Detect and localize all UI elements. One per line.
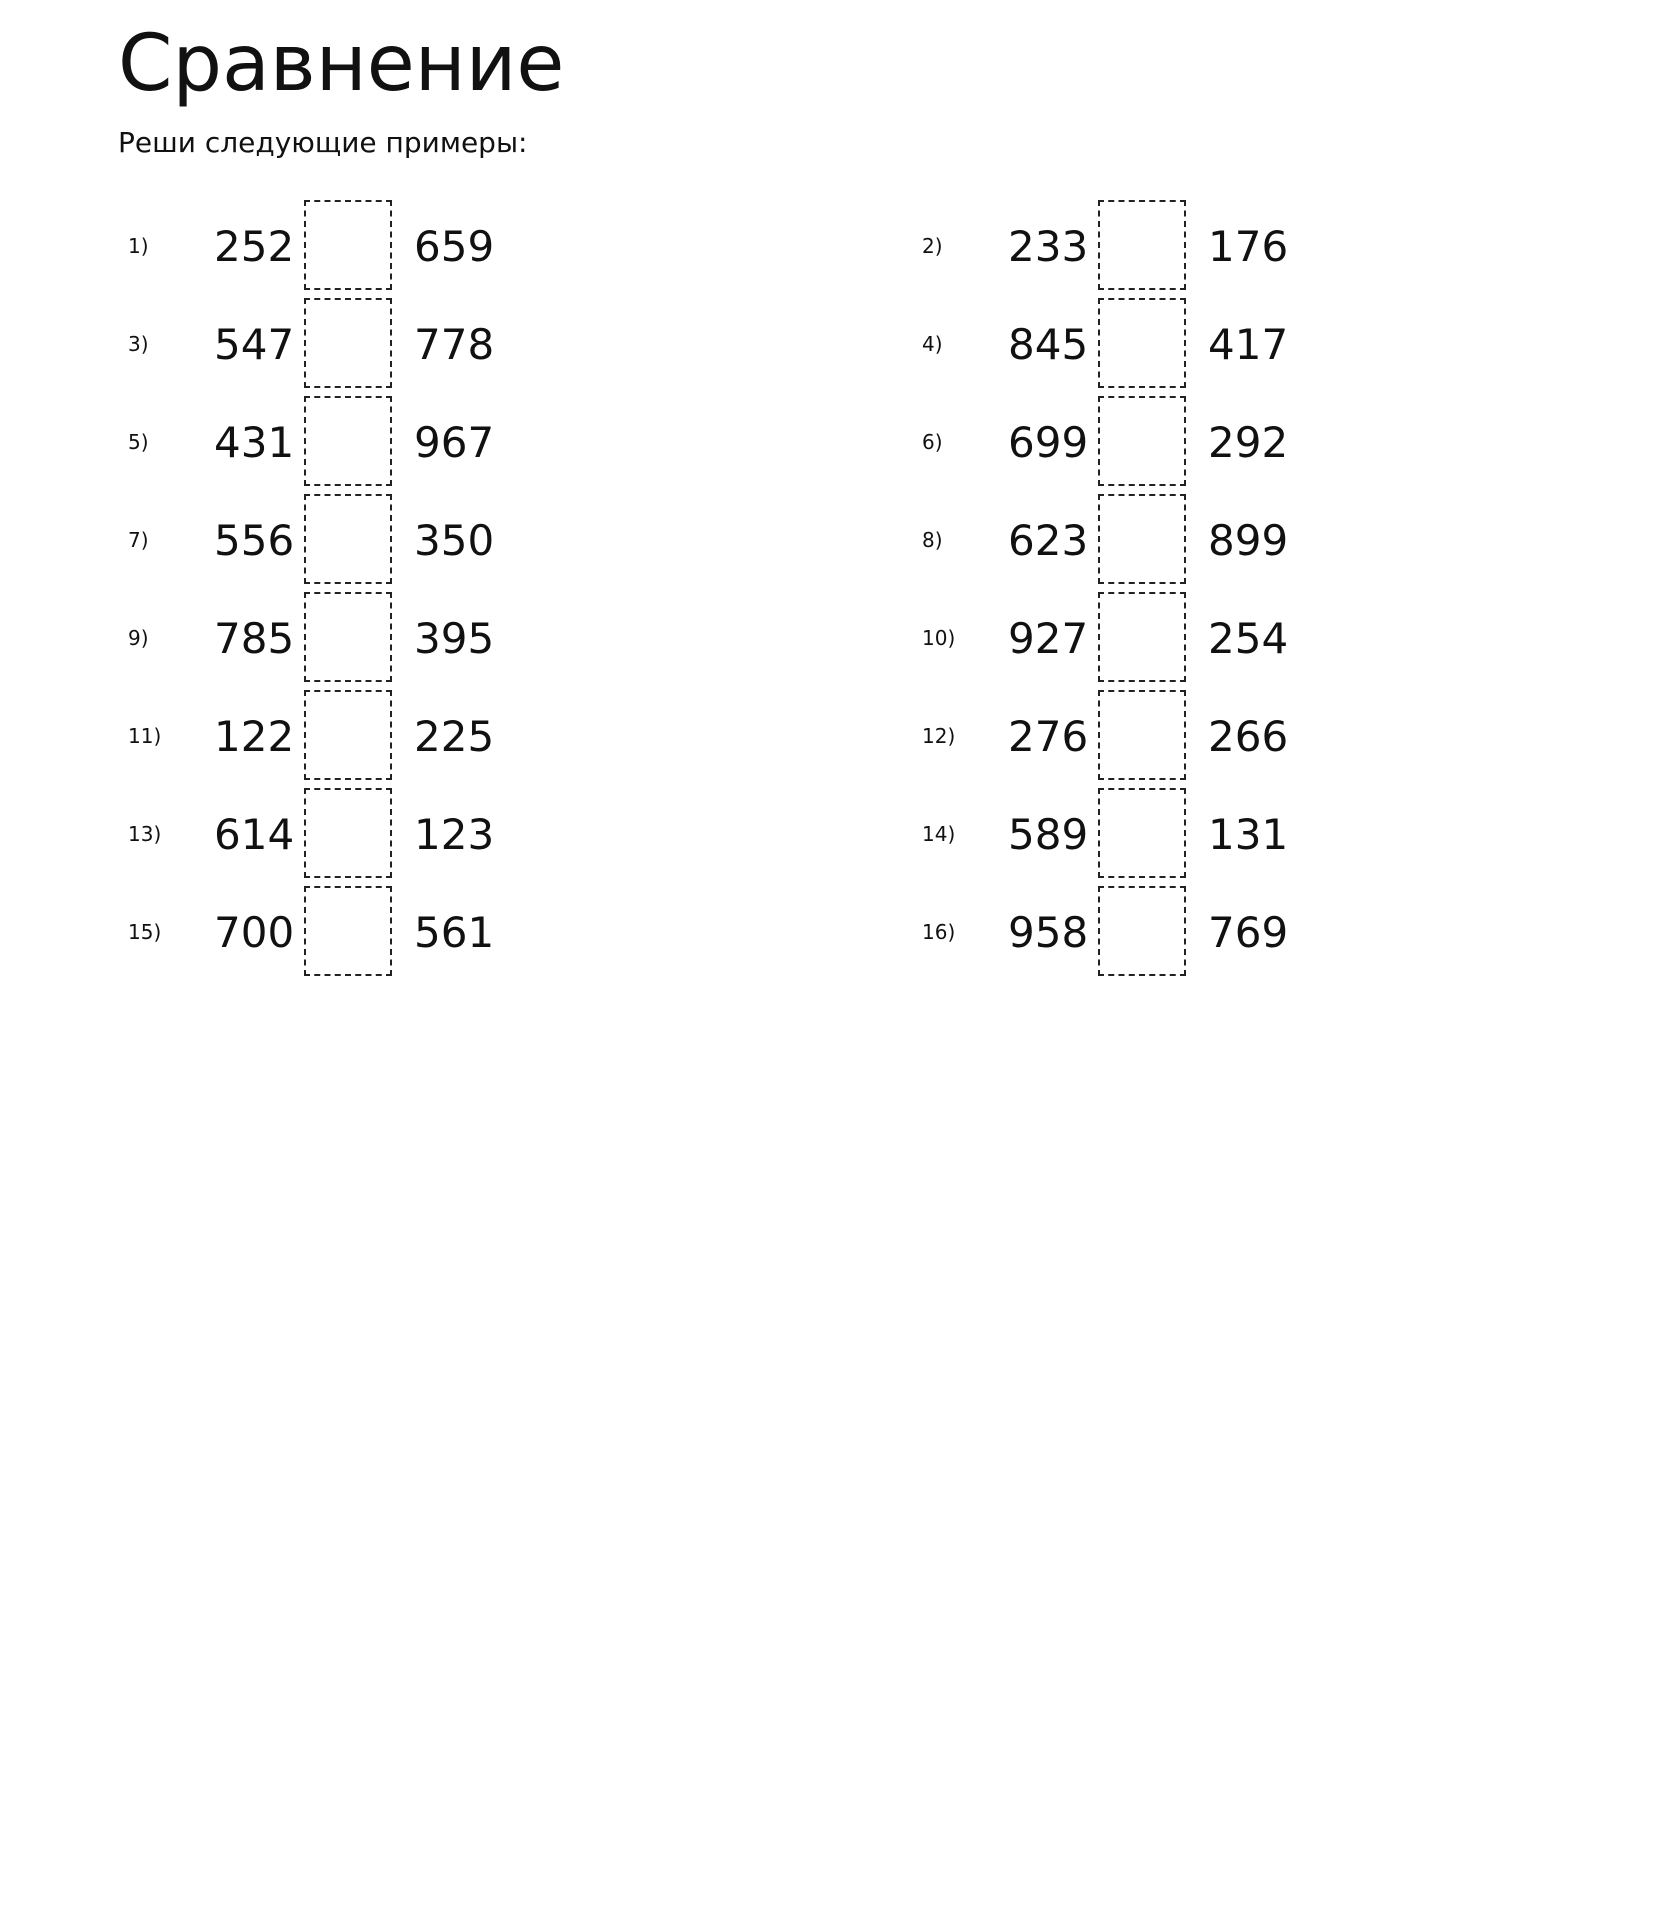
left-operand: 623 bbox=[1008, 516, 1089, 565]
right-operand: 254 bbox=[1208, 614, 1289, 663]
problem-item bbox=[912, 198, 1412, 296]
answer-box[interactable] bbox=[304, 494, 392, 584]
answer-box[interactable] bbox=[1098, 494, 1186, 584]
problem-item bbox=[912, 884, 1412, 982]
right-operand: 225 bbox=[414, 712, 495, 761]
answer-box[interactable] bbox=[1098, 690, 1186, 780]
problem-item bbox=[912, 296, 1412, 394]
left-operand: 547 bbox=[214, 320, 295, 369]
problem-item bbox=[912, 786, 1412, 884]
left-operand: 700 bbox=[214, 908, 295, 957]
problem-item bbox=[118, 688, 618, 786]
problem-number: 8) bbox=[922, 528, 943, 552]
problem-number: 7) bbox=[128, 528, 149, 552]
left-operand: 699 bbox=[1008, 418, 1089, 467]
left-operand: 252 bbox=[214, 222, 295, 271]
answer-box[interactable] bbox=[304, 886, 392, 976]
right-operand: 659 bbox=[414, 222, 495, 271]
left-operand: 431 bbox=[214, 418, 295, 467]
problem-item bbox=[912, 688, 1412, 786]
right-operand: 266 bbox=[1208, 712, 1289, 761]
problem-item bbox=[912, 394, 1412, 492]
problem-number: 1) bbox=[128, 234, 149, 258]
instructions: Реши следующие примеры: bbox=[118, 126, 528, 159]
answer-box[interactable] bbox=[304, 298, 392, 388]
problem-item bbox=[912, 492, 1412, 590]
right-operand: 123 bbox=[414, 810, 495, 859]
left-operand: 589 bbox=[1008, 810, 1089, 859]
problem-number: 3) bbox=[128, 332, 149, 356]
problem-number: 5) bbox=[128, 430, 149, 454]
page-title: Сравнение bbox=[118, 19, 565, 109]
problem-item bbox=[118, 198, 618, 296]
answer-box[interactable] bbox=[1098, 592, 1186, 682]
right-operand: 350 bbox=[414, 516, 495, 565]
left-operand: 958 bbox=[1008, 908, 1089, 957]
problem-number: 14) bbox=[922, 822, 956, 846]
problem-number: 4) bbox=[922, 332, 943, 356]
right-operand: 292 bbox=[1208, 418, 1289, 467]
problem-number: 13) bbox=[128, 822, 162, 846]
right-operand: 967 bbox=[414, 418, 495, 467]
problem-item bbox=[912, 590, 1412, 688]
left-operand: 122 bbox=[214, 712, 295, 761]
left-operand: 276 bbox=[1008, 712, 1089, 761]
problem-item bbox=[118, 590, 618, 688]
left-operand: 927 bbox=[1008, 614, 1089, 663]
right-operand: 778 bbox=[414, 320, 495, 369]
right-operand: 417 bbox=[1208, 320, 1289, 369]
answer-box[interactable] bbox=[304, 788, 392, 878]
right-operand: 131 bbox=[1208, 810, 1289, 859]
problem-number: 16) bbox=[922, 920, 956, 944]
problem-number: 2) bbox=[922, 234, 943, 258]
right-operand: 769 bbox=[1208, 908, 1289, 957]
problem-number: 12) bbox=[922, 724, 956, 748]
answer-box[interactable] bbox=[304, 200, 392, 290]
problem-item bbox=[118, 492, 618, 590]
problem-item bbox=[118, 884, 618, 982]
answer-box[interactable] bbox=[1098, 788, 1186, 878]
left-operand: 233 bbox=[1008, 222, 1089, 271]
problem-item bbox=[118, 786, 618, 884]
problem-number: 11) bbox=[128, 724, 162, 748]
answer-box[interactable] bbox=[1098, 200, 1186, 290]
problem-item bbox=[118, 394, 618, 492]
right-operand: 395 bbox=[414, 614, 495, 663]
right-operand: 561 bbox=[414, 908, 495, 957]
answer-box[interactable] bbox=[1098, 396, 1186, 486]
problem-number: 9) bbox=[128, 626, 149, 650]
right-operand: 899 bbox=[1208, 516, 1289, 565]
left-problem-column bbox=[118, 198, 618, 982]
answer-box[interactable] bbox=[304, 592, 392, 682]
problem-number: 6) bbox=[922, 430, 943, 454]
answer-box[interactable] bbox=[1098, 886, 1186, 976]
answer-box[interactable] bbox=[304, 690, 392, 780]
left-operand: 785 bbox=[214, 614, 295, 663]
left-operand: 556 bbox=[214, 516, 295, 565]
right-operand: 176 bbox=[1208, 222, 1289, 271]
answer-box[interactable] bbox=[304, 396, 392, 486]
answer-box[interactable] bbox=[1098, 298, 1186, 388]
problem-number: 15) bbox=[128, 920, 162, 944]
problem-item bbox=[118, 296, 618, 394]
right-problem-column bbox=[912, 198, 1412, 982]
problem-number: 10) bbox=[922, 626, 956, 650]
left-operand: 614 bbox=[214, 810, 295, 859]
left-operand: 845 bbox=[1008, 320, 1089, 369]
